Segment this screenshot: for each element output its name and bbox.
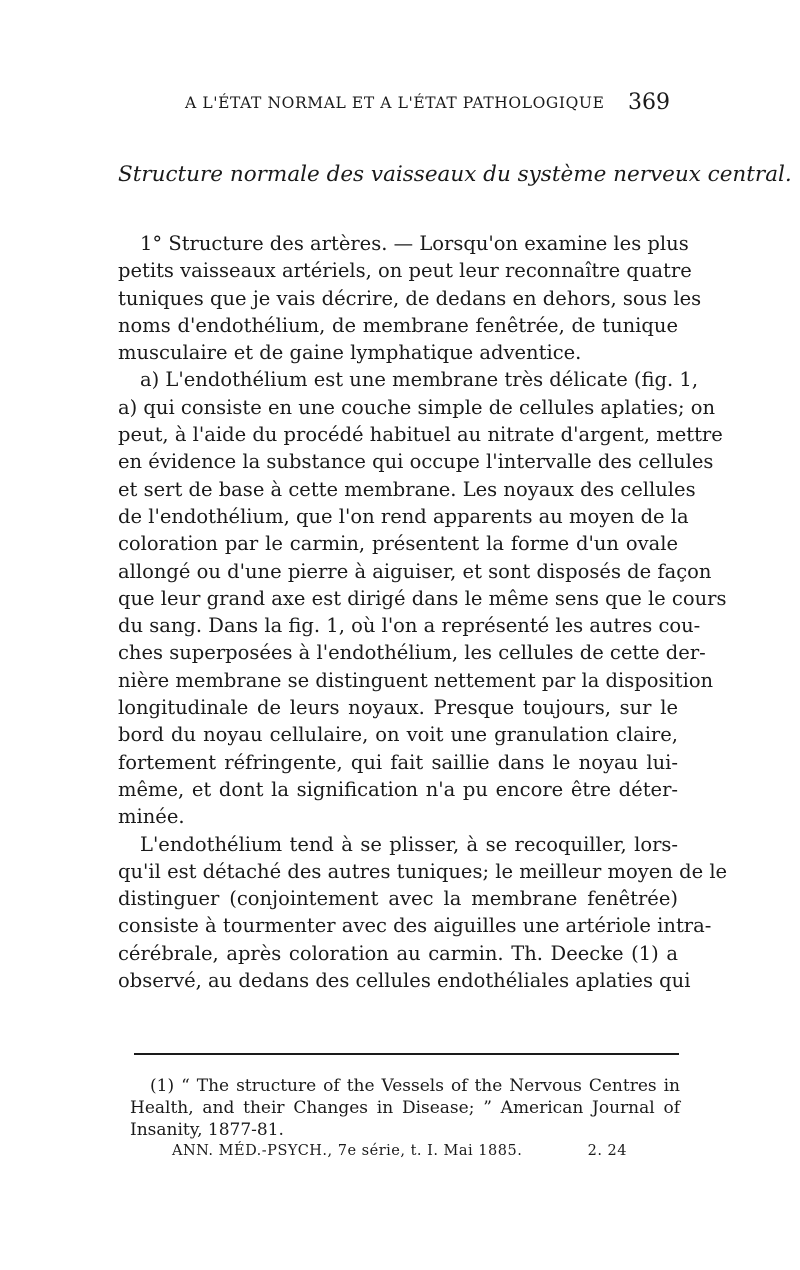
text-line: petits vaisseaux artériels, on peut leur reconnaître quatre: [118, 259, 692, 283]
text-line: 1° Structure des artères. — Lorsqu'on examine les plus: [140, 232, 689, 255]
text-line: nière membrane se distinguent nettement par la disposition: [118, 668, 714, 692]
signature-journal: ANN. MÉD.-PSYCH., 7e série, t. I. Mai 1885.: [172, 1143, 523, 1159]
text-line: minée.: [118, 805, 185, 829]
text-line: a) L'endothélium est une membrane très délicate (fig. 1,: [140, 368, 699, 392]
text-line: L'endothélium tend à se plisser, à se recoquiller, lors-: [140, 832, 678, 856]
text-line: tuniques que je vais décrire, de dedans en dehors, sous les: [118, 286, 702, 310]
section-title: Structure normale des vaisseaux du système nerveux central.: [118, 162, 792, 187]
text-line: qu'il est détaché des autres tuniques; le meilleur moyen de le: [118, 859, 728, 883]
text-line: du sang. Dans la fig. 1, où l'on a représenté les autres cou-: [118, 614, 701, 638]
signature-sheet-number: 2. 24: [587, 1143, 627, 1159]
text-line: que leur grand axe est dirigé dans le même sens que le cours: [118, 586, 727, 610]
text-line: fortement réfringente, qui fait saillie dans le noyau lui-: [118, 750, 678, 774]
text-line: observé, au dedans des cellules endothéliales aplaties qui: [118, 969, 691, 993]
text-line: consiste à tourmenter avec des aiguilles une artériole intra-: [118, 914, 712, 938]
text-line: même, et dont la signification n'a pu encore être déter-: [118, 777, 678, 801]
footnote-line: Insanity, 1877-81.: [130, 1120, 284, 1140]
footnote-divider: [134, 1053, 679, 1055]
text-line: coloration par le carmin, présentent la forme d'un ovale: [118, 532, 678, 556]
text-line: allongé ou d'une pierre à aiguiser, et sont disposés de façon: [118, 559, 712, 583]
running-header: [185, 92, 670, 122]
text-line: bord du noyau cellulaire, on voit une granulation claire,: [118, 723, 678, 747]
footnote-line: (1) “ The structure of the Vessels of the Nervous Centres in: [150, 1076, 680, 1096]
text-line: peut, à l'aide du procédé habituel au nitrate d'argent, mettre: [118, 423, 723, 447]
text-line: a) qui consiste en une couche simple de cellules aplaties; on: [118, 395, 716, 419]
footnotes: [130, 1075, 680, 1141]
running-title: A L'ÉTAT NORMAL ET A L'ÉTAT PATHOLOGIQUE: [185, 94, 605, 112]
text-line: de l'endothélium, que l'on rend apparents au moyen de la: [118, 504, 689, 528]
page-number: 369: [628, 90, 670, 115]
text-line: musculaire et de gaine lymphatique adventice.: [118, 341, 582, 365]
text-line: longitudinale de leurs noyaux. Presque toujours, sur le: [118, 696, 678, 720]
footnote-line: Health, and their Changes in Disease; ” American Journal of: [130, 1098, 680, 1118]
text-line: noms d'endothélium, de membrane fenêtrée, de tunique: [118, 313, 678, 337]
body-text: [118, 230, 728, 994]
text-line: cérébrale, après coloration au carmin. Th. Deecke (1) a: [118, 941, 678, 965]
text-line: ches superposées à l'endothélium, les cellules de cette der-: [118, 641, 706, 665]
text-line: distinguer (conjointement avec la membrane fenêtrée): [118, 887, 678, 911]
text-line: et sert de base à cette membrane. Les noyaux des cellules: [118, 477, 696, 501]
text-line: en évidence la substance qui occupe l'intervalle des cellules: [118, 450, 714, 474]
